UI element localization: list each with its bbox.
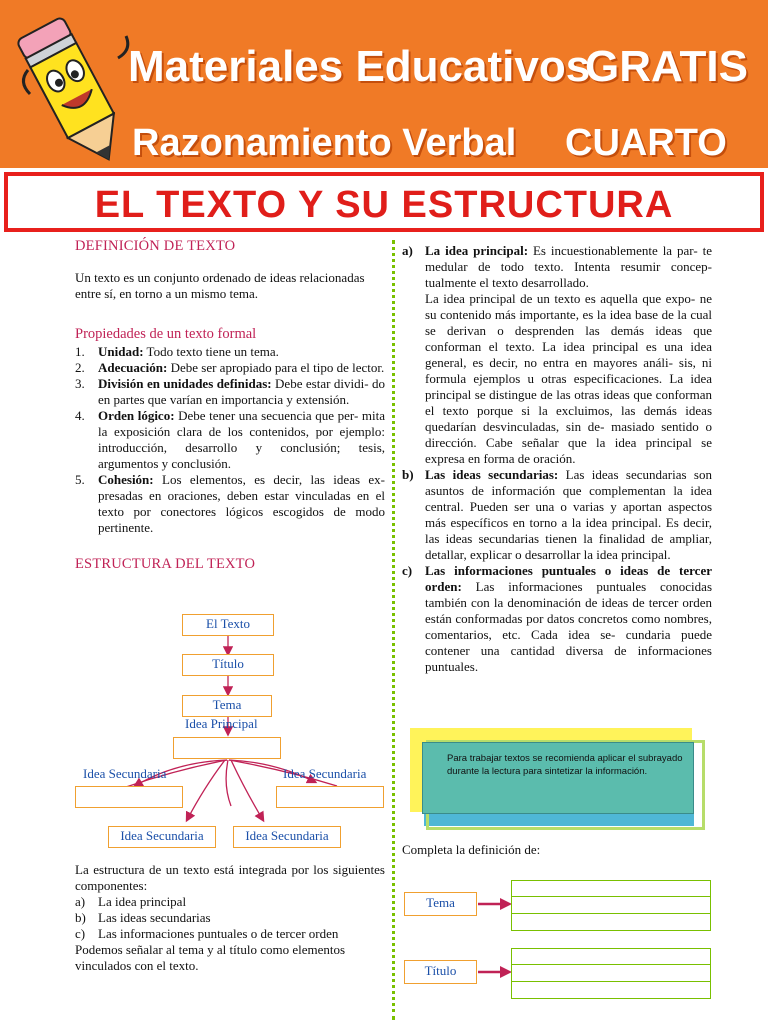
exercise-title-box: Título [404,960,477,984]
components-detail-list [402,243,712,675]
list-item: b) Las ideas secundarias [75,910,211,925]
list-item: c) Las informaciones puntuales o ideas de tercer orden: Las informaciones puntuales conocidas también con la denominación de ideas de tercer orden están conformadas por datos concretos como nombres, comentarios, etc. Cada idea se- cundaria puede contener una cantidad diversa de informaciones puntuales. [402,563,712,674]
secondary-idea-box-left [75,786,183,808]
pencil-mascot-icon [8,10,138,168]
list-item: a) La idea principal [75,894,187,909]
list-item: 2. Adecuación: Debe ser apropiado para el tipo de lector. [75,360,385,375]
diagram-title-box: Título [182,654,274,676]
list-item: c) Las informaciones puntuales o de tercer orden [75,926,339,941]
components-intro: La estructura de un texto está integrada por los siguientes componentes: [75,862,385,893]
list-item: 4. Orden lógico: Debe tener una secuencia que per- mita la exposición clara de los contenidos, por ejemplo: introducción, desarrollo y conclusión; tesis, argumentos y conclusión. [75,408,386,471]
diagram-text-box: El Texto [182,614,274,636]
right-column [402,243,712,675]
brand-gratis: GRATIS [585,42,748,91]
page-title: EL TEXTO Y SU ESTRUCTURA [94,184,674,226]
secondary-idea-label-right: Idea Secundaria [283,766,367,781]
grade-label: CUARTO [565,122,727,164]
arrow-right-icon [478,896,512,912]
list-item: 3. División en unidades definidas: Debe estar dividi- do en partes que varían en importancia y extensión. [75,376,385,407]
structure-heading: ESTRUCTURA DEL TEXTO [75,556,256,572]
definition-heading: DEFINICIÓN DE TEXTO [75,238,236,254]
page-title-bar [4,172,764,232]
subject-title: Razonamiento Verbal [132,122,517,164]
exercise-instruction: Completa la definición de: [402,842,541,857]
list-item: 1. Unidad: Todo texto tiene un tema. [75,344,279,359]
properties-list [75,344,385,536]
header-banner [0,0,768,235]
main-idea-label: Idea Principal [185,716,258,731]
answer-lines-title[interactable] [511,948,711,999]
definition-text: Un texto es un conjunto ordenado de ideas relacionadas entre sí, en torno a un mismo tema. [75,270,365,301]
list-item: b) Las ideas secundarias: Las ideas secundarias son asuntos de información que complementan la idea central. Pueden ser una o varias y aportan aspectos más específicos en torno a la idea principal. Es decir, las ideas secundarias tienen la finalidad de ampliar, detallar, explicar o desarrollar la idea principal. [402,467,712,562]
list-item: 5. Cohesión: Los elementos, es decir, las ideas ex- presadas en oraciones, deben estar vinculadas en el texto por conectores lógicos escogidos de modo pertinente. [75,472,385,535]
diagram-arrows [75,610,395,860]
main-idea-detail: La idea principal de un texto es aquella que expo- ne su contenido más importante, es la idea base de la cual se derivan o desprenden las demás ideas que conforman el texto. La idea principal es una idea general, es decir, no entra en mayores análi- sis, ni formula ejemplos u otras especificaciones. La idea principal se distingue de las otras ideas que conforman el texto porque si la excluimos, las demás ideas quedarían desvinculadas, sin de- masiado sentido o dirección. Cabe señalar que la idea principal se expresa en forma de oración. [425,291,712,466]
components-section [75,862,385,974]
diagram-theme-box: Tema [182,695,272,717]
secondary-idea-box-bottom-left: Idea Secundaria [108,826,216,848]
tip-note [410,728,705,832]
answer-lines-theme[interactable] [511,880,711,931]
components-outro: Podemos señalar al tema y al título como elementos vinculados con el texto. [75,942,346,973]
left-column [75,238,385,572]
arrow-right-icon [478,964,512,980]
tip-note-text: Para trabajar textos se recomienda aplicar el subrayado durante la lectura para sintetizar la información. [447,753,683,777]
secondary-idea-box-bottom-right: Idea Secundaria [233,826,341,848]
brand-title: Materiales Educativos [128,42,591,91]
components-list [75,894,385,942]
exercise-theme-box: Tema [404,892,477,916]
secondary-idea-box-right [276,786,384,808]
properties-heading: Propiedades de un texto formal [75,326,257,342]
list-item: a) La idea principal: Es incuestionablemente la par- te medular de todo texto. Intenta resumir concep- tualmente el texto desarrollado. La idea principal de un texto es aquella que expo- ne su contenido más importante, es la idea base de la cual se derivan o desprenden las demás ideas que conforman el texto. La idea principal es una idea general, es decir, no entra en mayores análi- sis, ni formula ejemplos u otras especificaciones. La idea principal se distingue de las otras ideas que conforman el texto porque si la excluimos, las demás ideas quedarían desvinculadas, sin de- masiado sentido o dirección. Cabe señalar que la idea principal se expresa en forma de oración. [402,243,712,466]
main-idea-box [173,737,281,759]
structure-diagram [75,610,395,860]
secondary-idea-label-left: Idea Secundaria [83,766,167,781]
